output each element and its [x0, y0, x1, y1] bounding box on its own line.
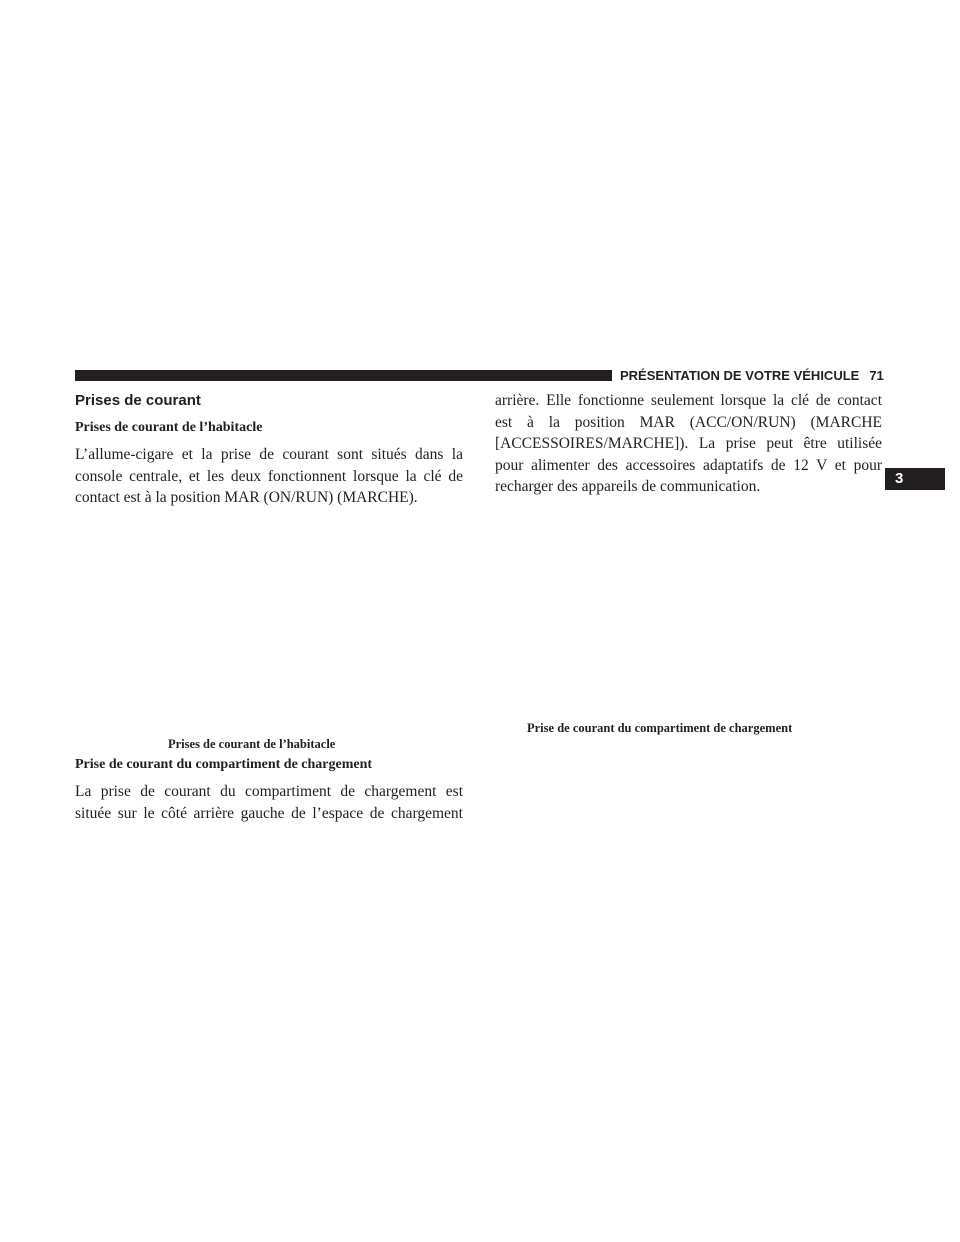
section-tab-number: 3: [895, 470, 904, 487]
figure-cargo-outlet: [495, 495, 882, 715]
text-line: située sur le côté arrière gauche de l’espace de chargement: [75, 804, 463, 822]
text-line: est à la position MAR (ACC/ON/RUN) (MARCHE: [495, 413, 882, 431]
running-header: [620, 367, 884, 385]
figure-caption-cabin: Prises de courant de l’habitacle: [168, 737, 336, 751]
page-number: 71: [869, 368, 884, 383]
text-line: contact est à la position MAR (ON/RUN) (MARCHE).: [75, 489, 418, 506]
subheading-cabin-outlets: Prises de courant de l’habitacle: [75, 420, 263, 435]
chapter-title: PRÉSENTATION DE VOTRE VÉHICULE: [620, 368, 860, 383]
paragraph-cabin-outlets: [75, 444, 463, 509]
text-line: La prise de courant du compartiment de chargement est: [75, 783, 463, 800]
header-rule: [75, 370, 612, 381]
text-line: arrière. Elle fonctionne seulement lorsque la clé de contact: [495, 392, 882, 409]
text-line: console centrale, et les deux fonctionnent lorsque la clé de: [75, 467, 463, 485]
paragraph-cargo-outlet-continued: [495, 390, 882, 498]
text-line: L’allume-cigare et la prise de courant sont situés dans la: [75, 446, 463, 463]
text-line: [ACCESSOIRES/MARCHE]). La prise peut être utilisée: [495, 435, 882, 452]
subheading-cargo-outlet: Prise de courant du compartiment de chargement: [75, 757, 373, 772]
section-heading: Prises de courant: [75, 392, 201, 409]
figure-cabin-outlets: [75, 512, 463, 732]
section-tab: [885, 468, 945, 490]
paragraph-cargo-outlet: [75, 781, 463, 824]
figure-caption-cargo: Prise de courant du compartiment de chargement: [527, 721, 793, 735]
text-line: recharger des appareils de communication.: [495, 478, 761, 495]
text-line: pour alimenter des accessoires adaptatifs de 12 V et pour: [495, 456, 882, 474]
